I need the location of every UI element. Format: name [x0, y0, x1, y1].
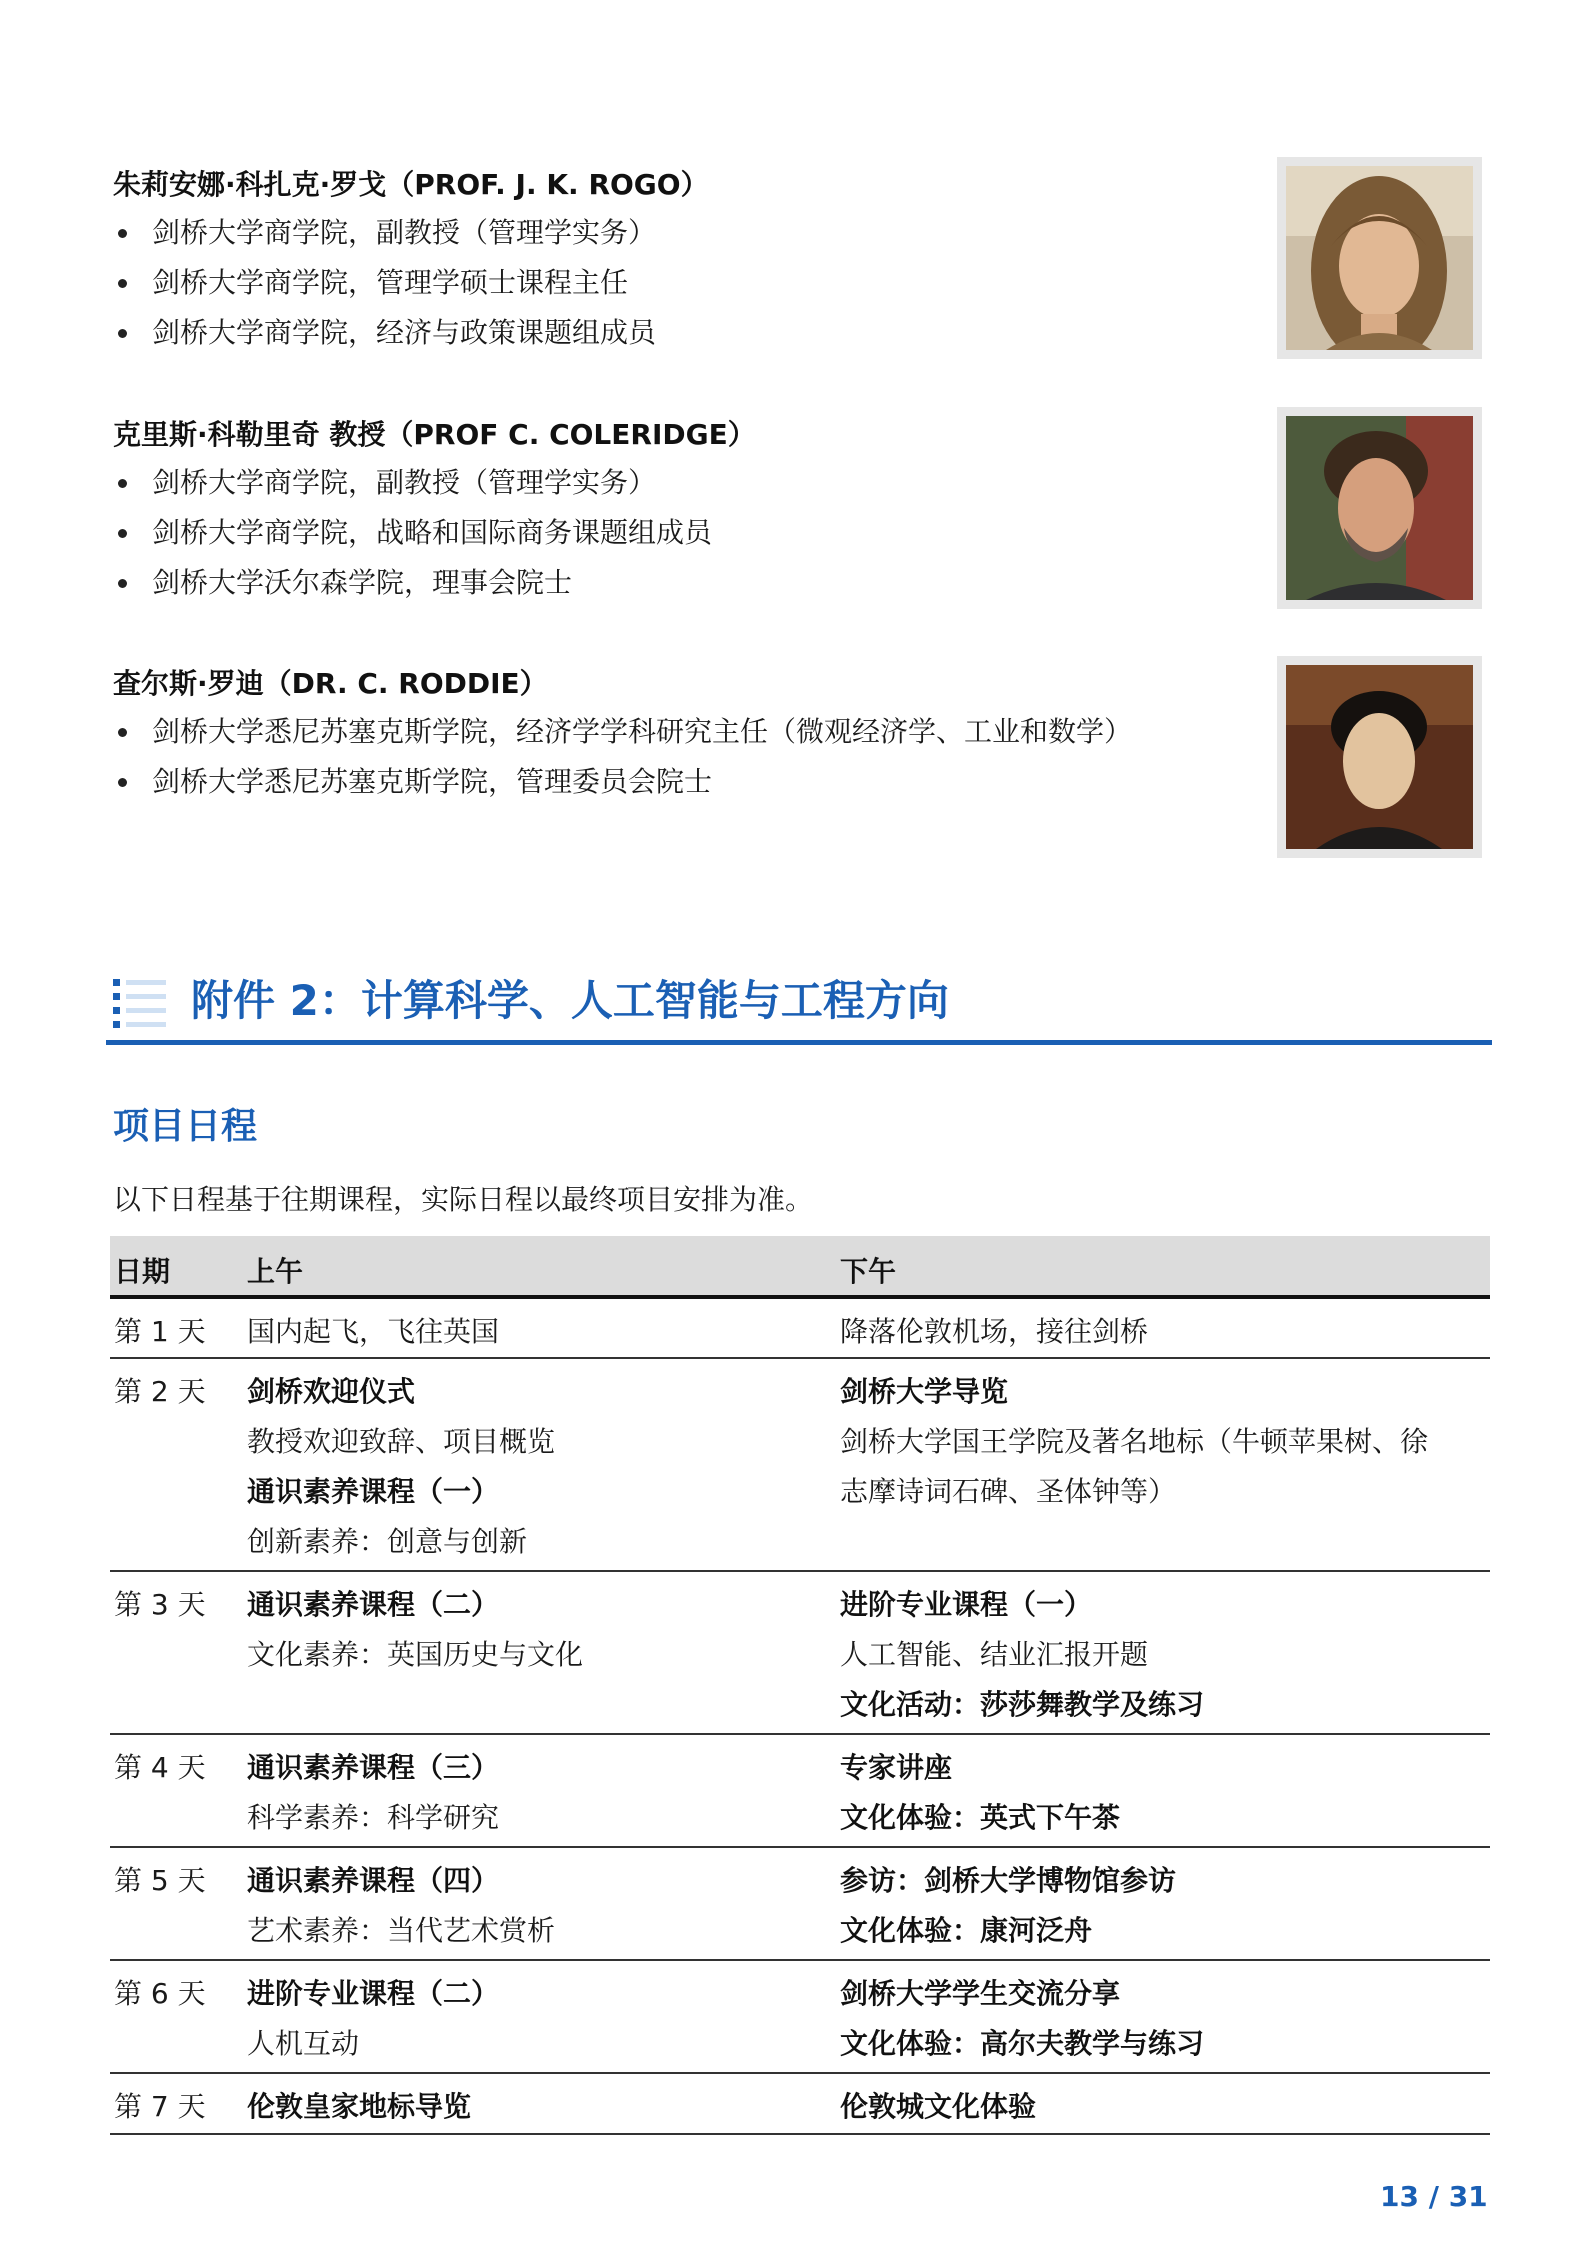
cell-line: 剑桥大学学生交流分享 — [840, 1977, 1121, 2010]
cell-line: 伦敦城文化体验 — [840, 2090, 1037, 2123]
pm-cell — [840, 2082, 1036, 2132]
cell-line: 文化活动：莎莎舞教学及练习 — [840, 1688, 1205, 1721]
faculty-photo — [1277, 407, 1482, 609]
pm-cell — [840, 1367, 1428, 1517]
table-body — [110, 1299, 1490, 2135]
cell-line: 剑桥大学国王学院及著名地标（牛顿苹果树、徐 — [840, 1425, 1429, 1458]
bullet-icon — [118, 778, 127, 787]
pm-cell — [840, 1743, 1120, 1843]
cell-line: 教授欢迎致辞、项目概览 — [247, 1425, 556, 1458]
faculty-name: 查尔斯·罗迪（DR. C. RODDIE） — [113, 667, 548, 700]
pm-cell — [840, 1856, 1176, 1956]
cell-line: 专家讲座 — [840, 1751, 953, 1784]
am-cell — [247, 1969, 499, 2069]
cell-line: 国内起飞，飞往英国 — [247, 1315, 500, 1348]
cell-line: 文化体验：英式下午茶 — [840, 1801, 1121, 1834]
table-row — [110, 1961, 1490, 2074]
schedule-table — [110, 1236, 1490, 2135]
am-cell — [247, 2082, 471, 2132]
cell-line: 进阶专业课程（一） — [840, 1588, 1093, 1621]
faculty-photo — [1277, 656, 1482, 858]
intro-text: 以下日程基于往期课程，实际日程以最终项目安排为准。 — [113, 1183, 814, 1216]
cell-line: 创新素养：创意与创新 — [247, 1525, 528, 1558]
pm-cell — [840, 1969, 1204, 2069]
header-pm: 下午 — [840, 1255, 897, 1288]
am-cell — [247, 1307, 499, 1357]
faculty-bullet-list — [113, 458, 712, 608]
list-item: 剑桥大学悉尼苏塞克斯学院，经济学学科研究主任（微观经济学、工业和数学） — [113, 707, 1132, 757]
page-number: 13 / 31 — [1380, 2180, 1488, 2213]
day-cell: 第 5 天 — [114, 1864, 206, 1897]
faculty-name: 朱莉安娜·科扎克·罗戈（PROF. J. K. ROGO） — [113, 168, 709, 201]
cell-line: 通识素养课程（一） — [247, 1475, 500, 1508]
cell-line: 人机互动 — [247, 2027, 360, 2060]
faculty-photo — [1277, 157, 1482, 359]
header-date: 日期 — [114, 1255, 171, 1288]
cell-line: 志摩诗词石碑、圣体钟等） — [840, 1475, 1177, 1508]
cell-line: 剑桥大学导览 — [840, 1375, 1009, 1408]
cell-line: 通识素养课程（四） — [247, 1864, 500, 1897]
bullet-icon — [118, 229, 127, 238]
day-cell: 第 4 天 — [114, 1751, 206, 1784]
list-item: 剑桥大学商学院，副教授（管理学实务） — [113, 458, 712, 508]
header-am: 上午 — [247, 1255, 304, 1288]
day-cell: 第 3 天 — [114, 1588, 206, 1621]
am-cell — [247, 1580, 583, 1680]
cell-line: 参访：剑桥大学博物馆参访 — [840, 1864, 1177, 1897]
cell-line: 通识素养课程（二） — [247, 1588, 500, 1621]
table-row — [110, 2074, 1490, 2135]
bullet-icon — [118, 479, 127, 488]
list-item: 剑桥大学商学院，管理学硕士课程主任 — [113, 258, 656, 308]
list-item: 剑桥大学悉尼苏塞克斯学院，管理委员会院士 — [113, 757, 1132, 807]
cell-line: 文化体验：高尔夫教学与练习 — [840, 2027, 1205, 2060]
cell-line: 人工智能、结业汇报开题 — [840, 1638, 1149, 1671]
faculty-bullet-list — [113, 707, 1132, 807]
section-title: 附件 2：计算科学、人工智能与工程方向 — [191, 976, 949, 1025]
table-header — [110, 1236, 1490, 1299]
list-item: 剑桥大学商学院，战略和国际商务课题组成员 — [113, 508, 712, 558]
day-cell: 第 1 天 — [114, 1315, 206, 1348]
section-divider — [106, 1040, 1492, 1045]
list-icon — [113, 977, 169, 1029]
table-row — [110, 1848, 1490, 1961]
day-cell: 第 2 天 — [114, 1375, 206, 1408]
am-cell — [247, 1856, 555, 1956]
pm-cell — [840, 1580, 1204, 1730]
list-item: 剑桥大学沃尔森学院，理事会院士 — [113, 558, 712, 608]
day-cell: 第 7 天 — [114, 2090, 206, 2123]
cell-line: 文化体验：康河泛舟 — [840, 1914, 1093, 1947]
pm-cell — [840, 1307, 1148, 1357]
am-cell — [247, 1743, 499, 1843]
am-cell — [247, 1367, 555, 1567]
table-row — [110, 1735, 1490, 1848]
cell-line: 剑桥欢迎仪式 — [247, 1375, 416, 1408]
table-row — [110, 1572, 1490, 1735]
bullet-icon — [118, 529, 127, 538]
bullet-icon — [118, 329, 127, 338]
faculty-name: 克里斯·科勒里奇 教授（PROF C. COLERIDGE） — [113, 418, 756, 451]
cell-line: 艺术素养：当代艺术赏析 — [247, 1914, 556, 1947]
subsection-title: 项目日程 — [113, 1106, 258, 1147]
cell-line: 降落伦敦机场，接往剑桥 — [840, 1315, 1149, 1348]
list-item: 剑桥大学商学院，副教授（管理学实务） — [113, 208, 656, 258]
cell-line: 进阶专业课程（二） — [247, 1977, 500, 2010]
table-row — [110, 1299, 1490, 1359]
cell-line: 通识素养课程（三） — [247, 1751, 500, 1784]
cell-line: 科学素养：科学研究 — [247, 1801, 500, 1834]
faculty-bullet-list — [113, 208, 656, 358]
cell-line: 伦敦皇家地标导览 — [247, 2090, 472, 2123]
table-row — [110, 1359, 1490, 1572]
list-item: 剑桥大学商学院，经济与政策课题组成员 — [113, 308, 656, 358]
bullet-icon — [118, 579, 127, 588]
cell-line: 文化素养：英国历史与文化 — [247, 1638, 584, 1671]
bullet-icon — [118, 728, 127, 737]
bullet-icon — [118, 279, 127, 288]
day-cell: 第 6 天 — [114, 1977, 206, 2010]
